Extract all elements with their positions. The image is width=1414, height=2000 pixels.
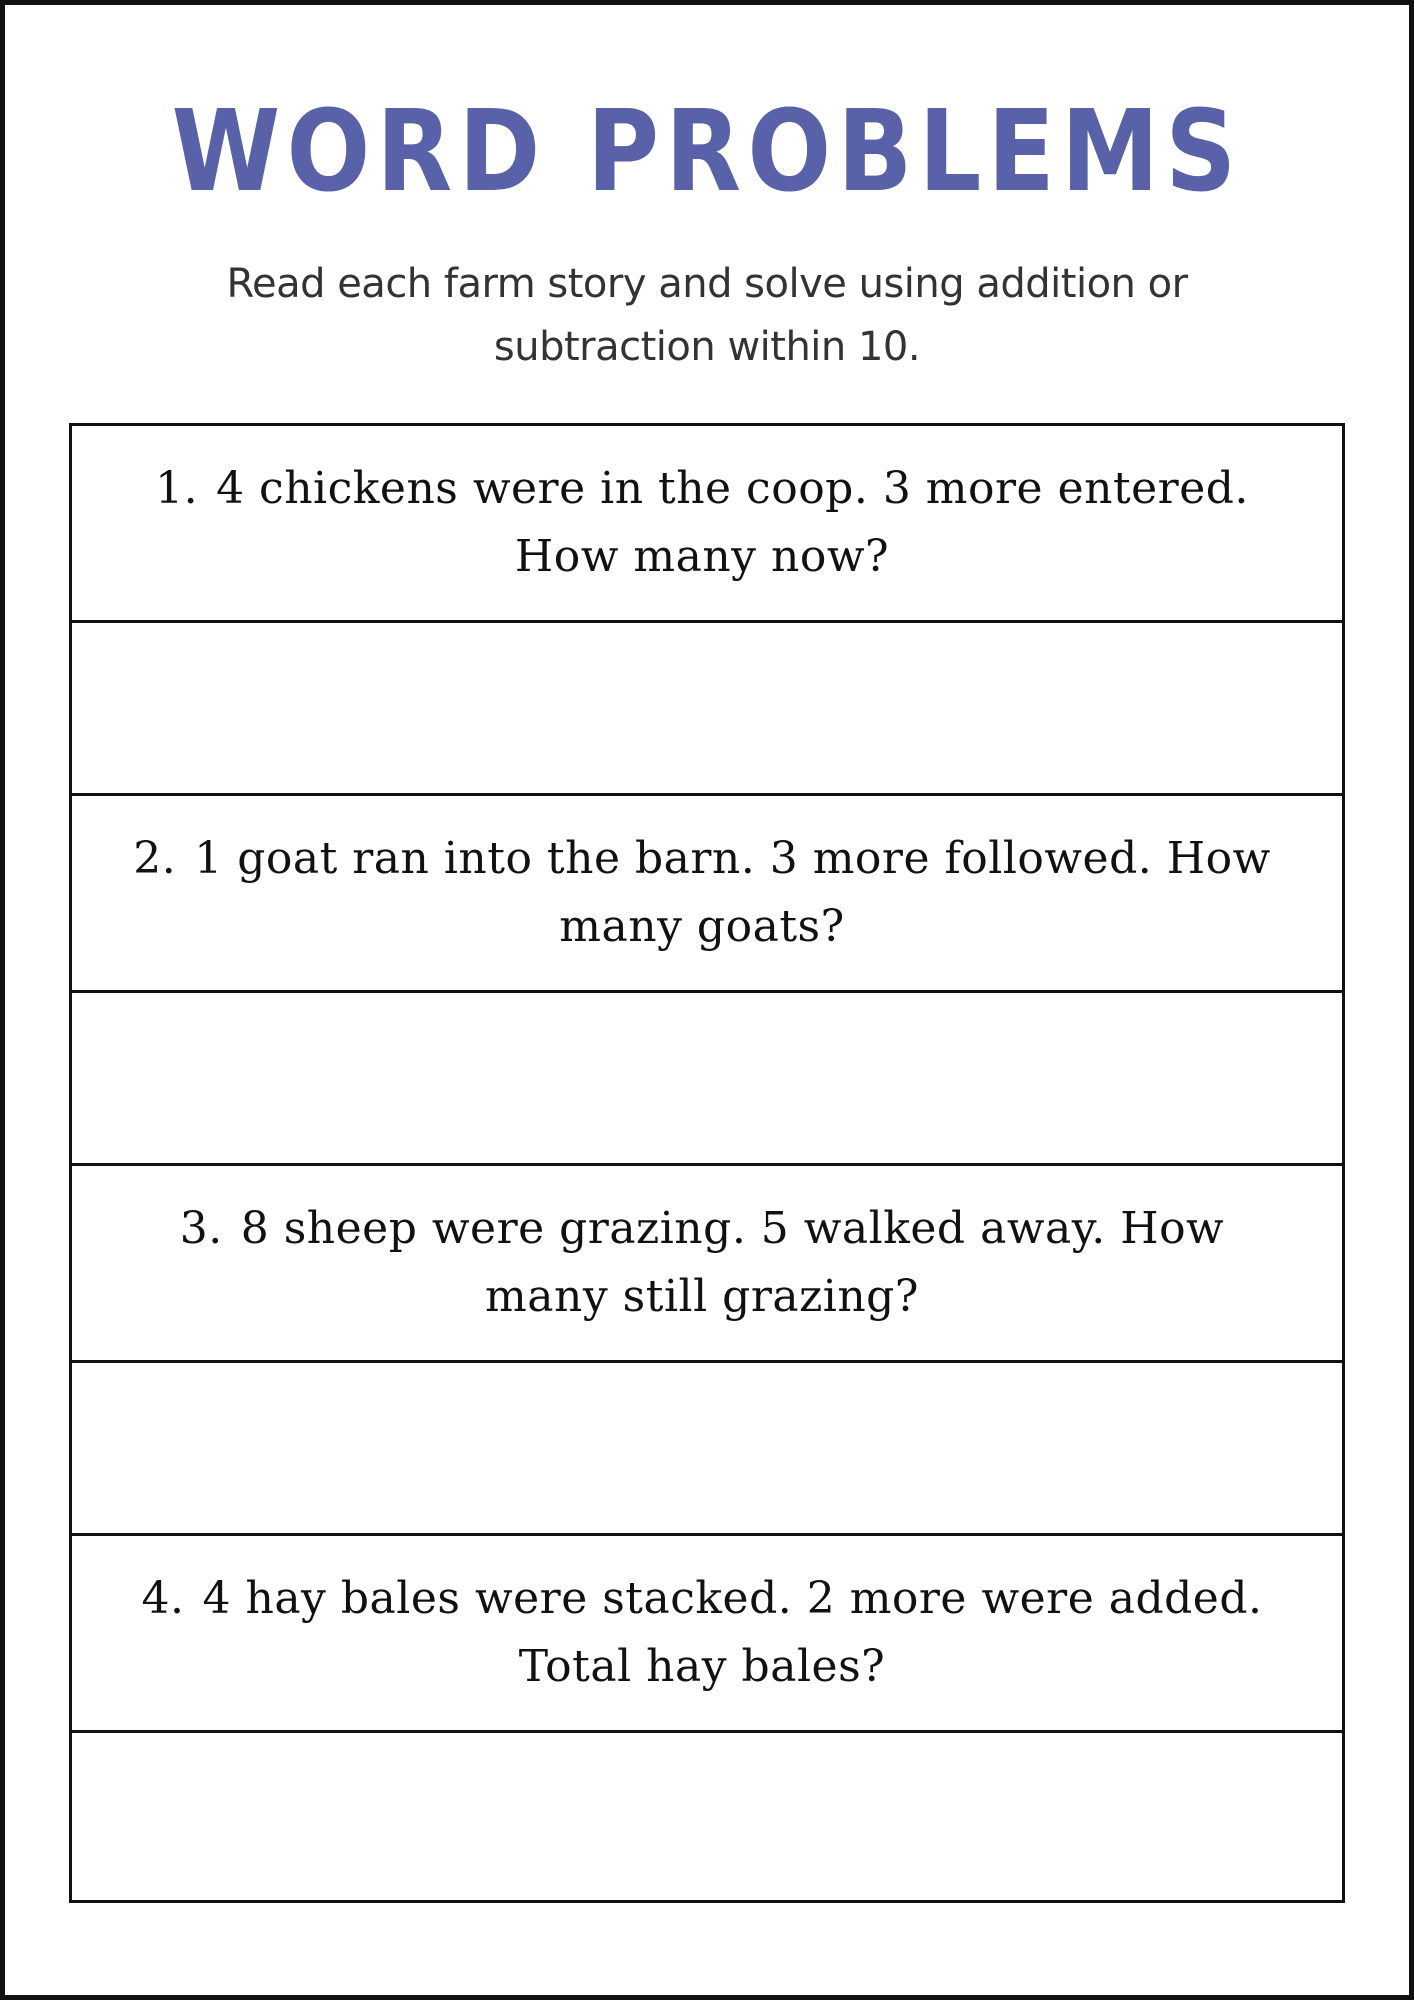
problem-1-number: 1. xyxy=(155,463,199,514)
answer-space-3 xyxy=(72,1363,1342,1536)
problem-2 xyxy=(72,796,1342,993)
problem-1 xyxy=(72,426,1342,623)
problem-2-number: 2. xyxy=(133,833,177,884)
problem-1-text: 4 chickens were in the coop. 3 more entered. How many now? xyxy=(216,463,1249,582)
problem-4-text-block xyxy=(112,1565,1292,1701)
problem-3-number: 3. xyxy=(179,1203,223,1254)
problem-2-text: 1 goat ran into the barn. 3 more followed. How many goats? xyxy=(194,833,1271,952)
problem-4 xyxy=(72,1536,1342,1733)
problem-3 xyxy=(72,1166,1342,1363)
problem-3-text: 8 sheep were grazing. 5 walked away. How many still grazing? xyxy=(240,1203,1225,1322)
problem-4-text: 4 hay bales were stacked. 2 more were added. Total hay bales? xyxy=(202,1573,1263,1692)
problem-1-text-block xyxy=(112,455,1292,591)
problem-4-number: 4. xyxy=(141,1573,185,1624)
page-title: WORD PROBLEMS xyxy=(171,87,1243,217)
problems-table xyxy=(69,423,1345,1903)
problem-3-text-block xyxy=(112,1195,1292,1331)
answer-space-4 xyxy=(72,1733,1342,1900)
instructions: Read each farm story and solve using addition or subtraction within 10. xyxy=(226,261,1188,370)
problem-2-text-block xyxy=(112,825,1292,961)
answer-space-2 xyxy=(72,993,1342,1166)
answer-space-1 xyxy=(72,623,1342,796)
